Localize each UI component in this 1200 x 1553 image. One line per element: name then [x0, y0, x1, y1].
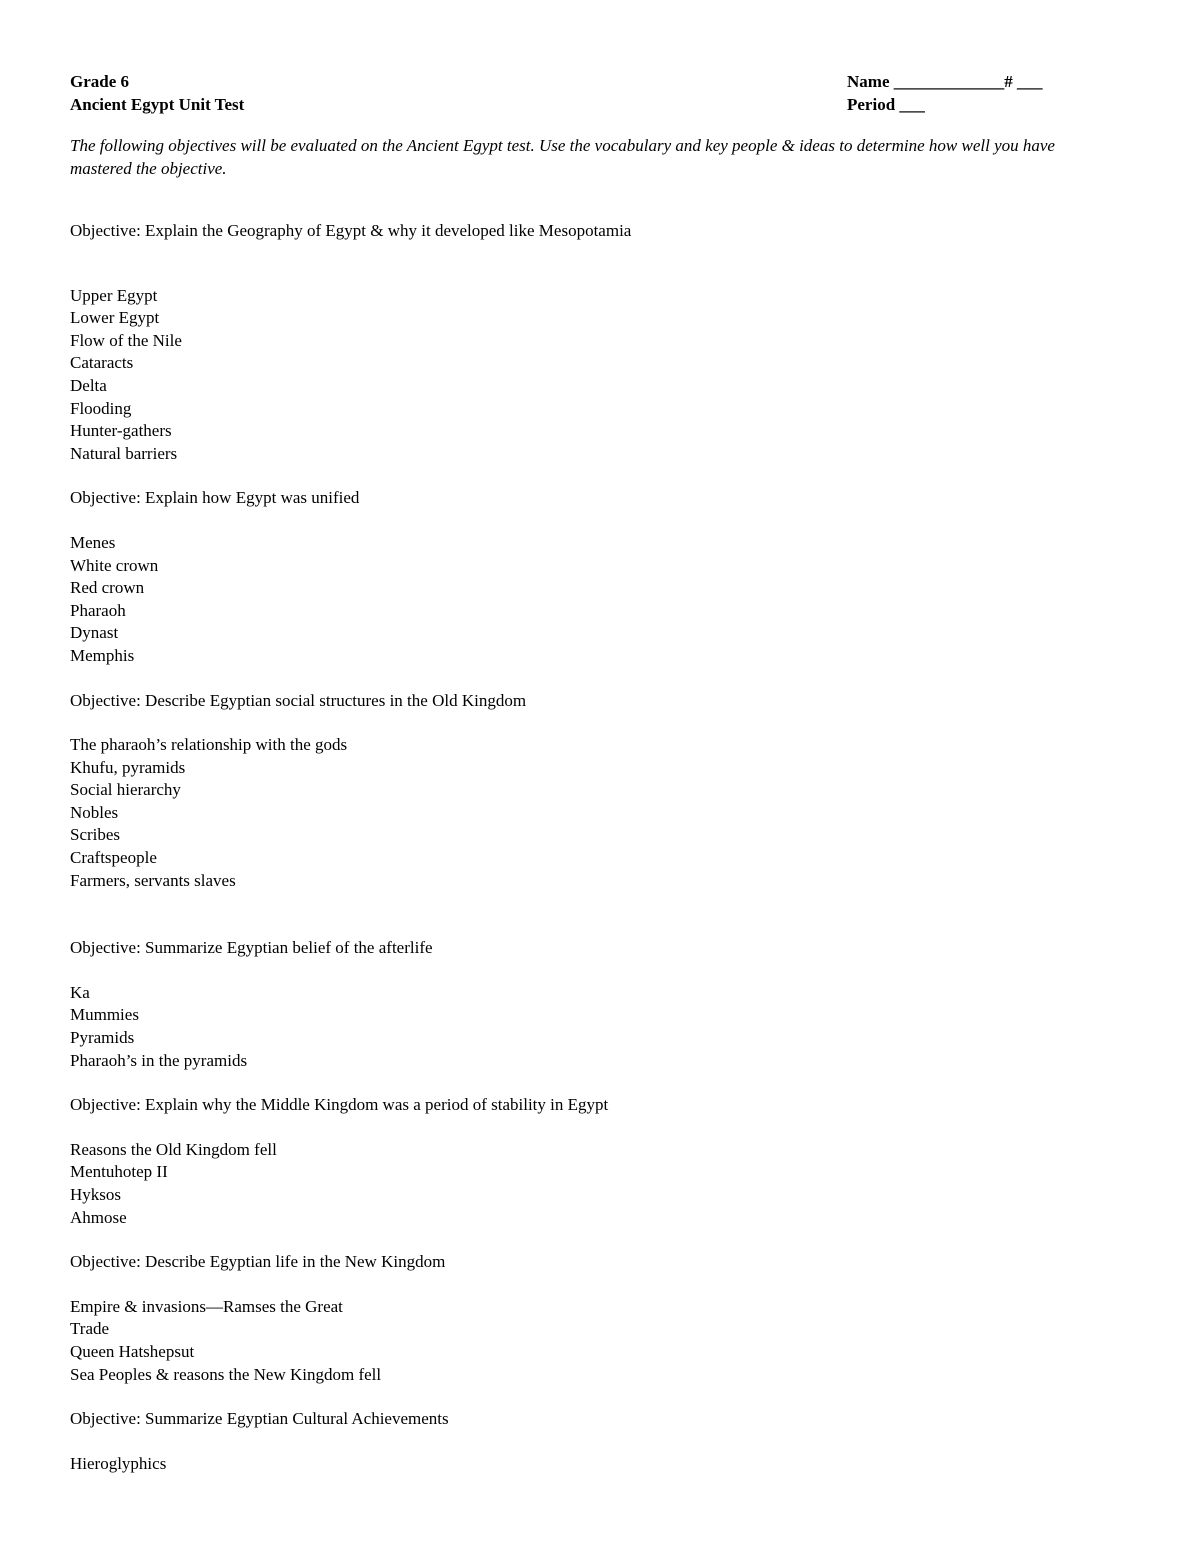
objective-heading: Objective: Explain how Egypt was unified [70, 488, 360, 508]
test-title: Ancient Egypt Unit Test [70, 95, 245, 114]
list-item: Nobles [70, 802, 119, 822]
list-item: Ahmose [70, 1207, 127, 1227]
list-item: Upper Egypt [70, 285, 158, 305]
list-item: Mentuhotep II [70, 1162, 168, 1182]
grade-label: Grade 6 [70, 72, 130, 91]
list-item: Social hierarchy [70, 780, 181, 800]
objective-items [70, 1139, 1130, 1229]
list-item: Dynast [70, 623, 119, 643]
objective-heading: Objective: Explain why the Middle Kingdom was a period of stability in Egypt [70, 1095, 609, 1115]
objective-items [70, 1296, 1130, 1386]
list-item: Hieroglyphics [70, 1453, 167, 1473]
list-item: Flooding [70, 398, 132, 418]
list-item: Scribes [70, 825, 121, 845]
objective-section-new-kingdom [70, 1251, 1130, 1386]
list-item: Cataracts [70, 353, 134, 373]
list-item: Khufu, pyramids [70, 757, 186, 777]
name-field-line: Name _____________# ___ [847, 72, 1043, 91]
list-item: Hyksos [70, 1185, 122, 1204]
list-item: Natural barriers [70, 443, 178, 463]
list-item: Pyramids [70, 1028, 135, 1048]
list-item: Hunter-gathers [70, 421, 172, 441]
list-item: Sea Peoples & reasons the New Kingdom fell [70, 1364, 382, 1384]
objective-section-afterlife [70, 937, 1130, 1072]
list-item: Lower Egypt [70, 308, 160, 328]
list-item: Reasons the Old Kingdom fell [70, 1139, 277, 1159]
objective-section-cultural-achievements [70, 1408, 1130, 1475]
list-item: Ka [70, 982, 90, 1002]
list-item: Pharaoh’s in the pyramids [70, 1050, 248, 1070]
objective-section-geography [70, 220, 1130, 465]
list-item: The pharaoh’s relationship with the gods [70, 735, 348, 755]
header-left [70, 70, 244, 116]
list-item: Menes [70, 532, 116, 552]
period-field-line: Period ___ [847, 95, 925, 114]
list-item: Memphis [70, 645, 135, 665]
objective-section-social-structures [70, 690, 1130, 893]
objective-heading: Objective: Summarize Egyptian Cultural Achievements [70, 1409, 449, 1429]
intro-paragraph: The following objectives will be evaluated on the Ancient Egypt test. Use the vocabulary and key people & ideas to determine how well you have mastered the objective. [70, 136, 1055, 178]
list-item: Farmers, servants slaves [70, 870, 236, 890]
list-item: Flow of the Nile [70, 330, 182, 350]
objective-heading: Objective: Describe Egyptian social structures in the Old Kingdom [70, 690, 527, 710]
document-header [70, 70, 1130, 118]
list-item: Empire & invasions—Ramses the Great [70, 1296, 343, 1316]
objective-section-unification [70, 487, 1130, 667]
list-item: White crown [70, 555, 159, 575]
list-item: Pharaoh [70, 600, 126, 620]
objective-heading: Objective: Describe Egyptian life in the New Kingdom [70, 1252, 446, 1272]
objective-heading: Objective: Explain the Geography of Egypt & why it developed like Mesopotamia [70, 221, 632, 240]
objective-items [70, 285, 1130, 466]
objective-items [70, 1453, 1130, 1476]
objective-items [70, 734, 1130, 892]
list-item: Mummies [70, 1005, 139, 1025]
objective-section-middle-kingdom [70, 1094, 1130, 1229]
list-item: Red crown [70, 578, 145, 598]
list-item: Craftspeople [70, 848, 157, 868]
list-item: Delta [70, 375, 107, 395]
list-item: Queen Hatshepsut [70, 1341, 195, 1361]
objective-items [70, 532, 1130, 668]
objective-items [70, 982, 1130, 1072]
header-right [847, 70, 1042, 116]
objective-heading: Objective: Summarize Egyptian belief of the afterlife [70, 938, 433, 958]
document-page [70, 70, 1130, 1475]
list-item: Trade [70, 1319, 110, 1339]
